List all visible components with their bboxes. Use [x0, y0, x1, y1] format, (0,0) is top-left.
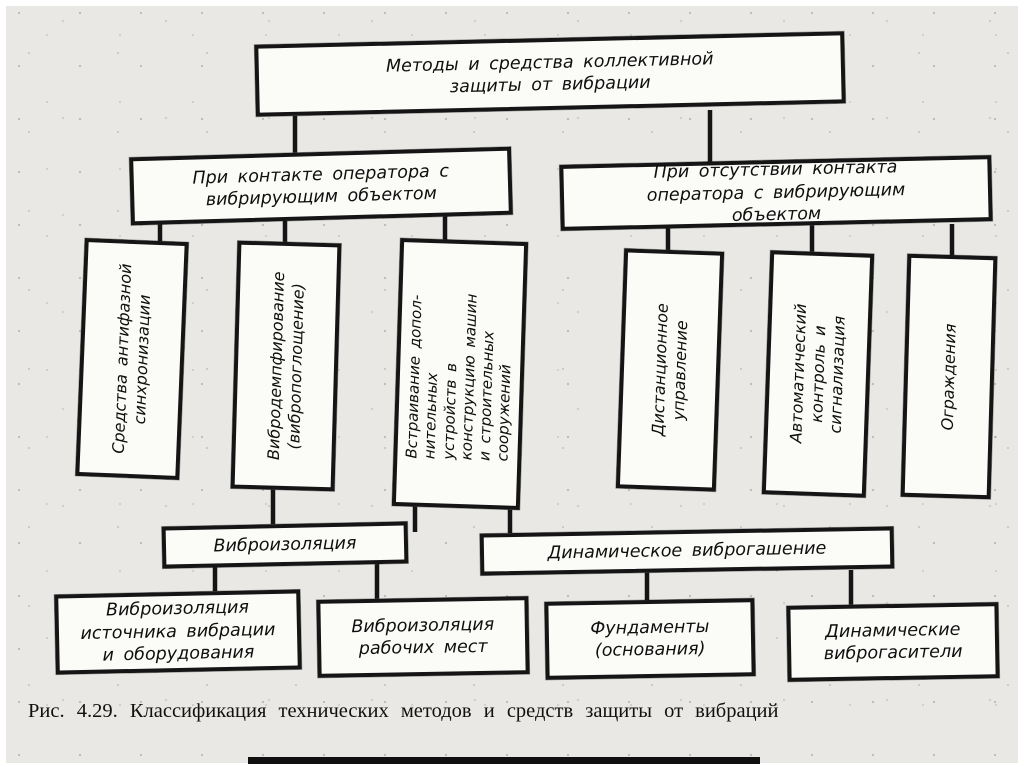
node-dynamic-damping [480, 526, 895, 575]
node-isolation-workplace-label: Виброизоляция рабочих мест [351, 614, 495, 660]
node-isolation [162, 521, 409, 568]
slide-edge-bar [248, 757, 760, 764]
node-guards-label: Ограждения [937, 322, 960, 431]
node-embedding [392, 238, 528, 510]
node-root [254, 31, 845, 116]
node-auto-control-label: Автоматический контроль и сигнализация [786, 303, 849, 444]
figure-caption: Рис. 4.29. Классификация технических методов и средств защиты от вибраций [28, 700, 779, 722]
node-isolation-label: Виброизоляция [213, 533, 357, 557]
node-antiphase [75, 238, 188, 480]
node-isolation-source-label: Виброизоляция источника вибрации и оборудования [80, 597, 276, 666]
node-guards [901, 254, 998, 499]
node-remote-label: Дистанционное управление [648, 302, 691, 437]
node-auto-control [762, 250, 874, 497]
node-remote [616, 248, 724, 491]
node-no-contact-label: При отсутствии контакта оператора с вибрирующим объектом [646, 157, 906, 227]
node-root-label: Методы и средства коллективной защиты от вибрации [385, 48, 714, 98]
node-foundations-label: Фундаменты (основания) [590, 616, 710, 661]
node-dynamic-absorbers-label: Динамические виброгасители [823, 619, 963, 665]
node-damping-label: Вибродемпфирование (вибропоглощение) [263, 271, 308, 461]
node-foundations [544, 598, 755, 680]
node-contact-label: При контакте оператора с вибрирующим объектом [192, 161, 450, 211]
node-antiphase-label: Средства антифазной синхронизации [108, 263, 154, 455]
node-dynamic-absorbers [786, 602, 999, 682]
node-isolation-workplace [316, 596, 529, 678]
node-dynamic-damping-label: Динамическое виброгашение [547, 538, 827, 564]
node-no-contact [559, 155, 992, 231]
node-embedding-label: Встраивание допол- нительных устройств в конструкцию машин и строительных сооружений [402, 293, 515, 462]
node-isolation-source [54, 589, 302, 674]
node-contact [129, 147, 513, 226]
node-damping [231, 241, 342, 492]
